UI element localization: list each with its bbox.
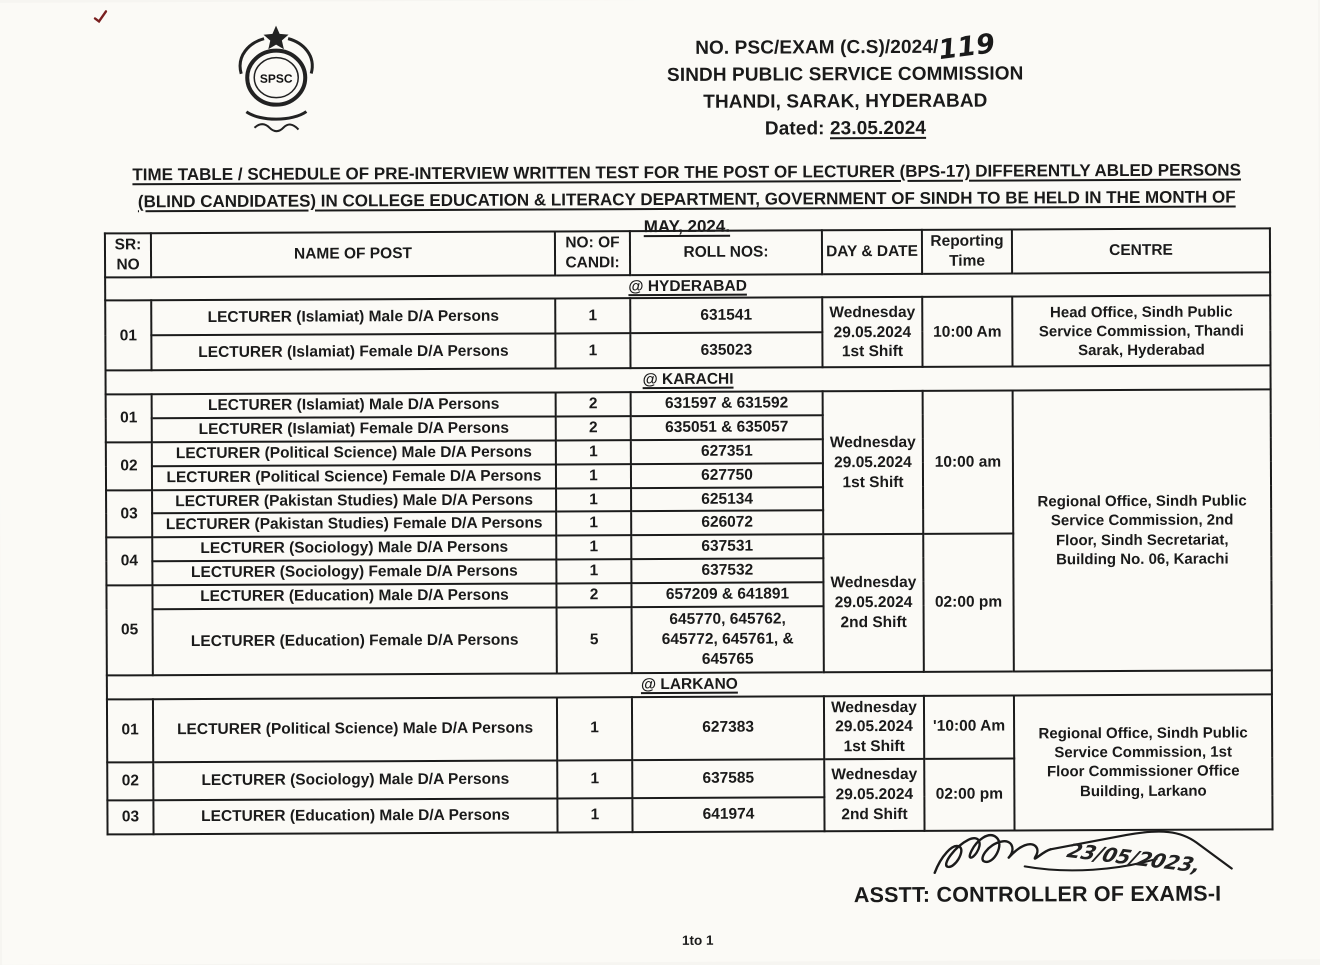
title-line-2: (BLIND CANDIDATES) IN COLLEGE EDUCATION & LITERACY DEPARTMENT, GOVERNMENT OF SINDH TO BE HELD IN THE MONTH OF: [137, 187, 1236, 212]
cell-candidates: 1: [557, 760, 632, 798]
cell-rolls: 637531: [631, 535, 823, 560]
cell-rolls: 625134: [631, 487, 823, 512]
cell-candidates: 2: [556, 392, 631, 416]
cell-post: LECTURER (Education) Male D/A Persons: [152, 583, 556, 609]
cell-post: LECTURER (Islamiat) Female D/A Persons: [152, 417, 556, 443]
page-number: 1to 1: [681, 932, 714, 948]
cell-post: LECTURER (Islamiat) Female D/A Persons: [151, 334, 555, 371]
cell-centre: Head Office, Sindh Public Service Commission, Thandi Sarak, Hyderabad: [1012, 296, 1270, 367]
cell-reporting-time: 10:00 Am: [922, 297, 1012, 367]
signatory-designation: ASSTT: CONTROLLER OF EXAMS-I: [853, 881, 1222, 908]
cell-candidates: 1: [557, 697, 632, 761]
cell-post: LECTURER (Education) Male D/A Persons: [153, 799, 557, 835]
col-header-centre: CENTRE: [1012, 228, 1270, 273]
cell-candidates: 1: [556, 440, 631, 464]
cell-candidates: 1: [556, 488, 631, 512]
table-row: [107, 694, 1272, 763]
scan-artifact-mark: [93, 8, 109, 24]
cell-candidates: 2: [556, 416, 631, 440]
cell-candidates: 1: [556, 559, 631, 583]
cell-rolls: 657209 & 641891: [631, 582, 823, 607]
cell-reporting-time: 10:00 am: [923, 391, 1014, 534]
org-address: THANDI, SARAK, HYDERABAD: [703, 90, 988, 113]
cell-day-date: Wednesday 29.05.2024 1st Shift: [822, 297, 922, 367]
cell-sr: 05: [106, 585, 152, 675]
cell-sr: 01: [106, 395, 152, 443]
cell-post: LECTURER (Sociology) Female D/A Persons: [152, 560, 556, 586]
cell-rolls: 626072: [631, 511, 823, 536]
reference-number-text: NO. PSC/EXAM (C.S)/2024/: [695, 36, 939, 59]
cell-day-date: Wednesday 29.05.2024 1st Shift: [823, 391, 924, 534]
cell-candidates: 1: [556, 512, 631, 536]
cell-sr: 04: [106, 537, 152, 585]
reference-number-handwritten: 119: [936, 28, 998, 67]
org-name: SINDH PUBLIC SERVICE COMMISSION: [666, 63, 1024, 86]
cell-centre: Regional Office, Sindh Public Service Commission, 2nd Floor, Sindh Secretariat, Building No. 06, Karachi: [1013, 390, 1272, 672]
cell-rolls: 631597 & 631592: [631, 392, 823, 417]
col-header-no-of-candidates: NO: OF CANDI:: [555, 231, 630, 275]
cell-rolls: 631541: [630, 298, 822, 334]
cell-rolls: 637532: [631, 558, 823, 583]
cell-sr: 02: [107, 762, 153, 800]
cell-post: LECTURER (Sociology) Male D/A Persons: [152, 536, 556, 562]
cell-day-date: Wednesday 29.05.2024 1st Shift: [824, 695, 924, 759]
handwritten-signature-date: 23/05/2023,: [1064, 838, 1205, 878]
col-header-reporting-time: Reporting Time: [922, 229, 1012, 273]
dated-line: [590, 114, 1100, 143]
section-label-larkano: @ LARKANO: [640, 675, 738, 693]
cell-rolls: 641974: [632, 797, 824, 832]
letterhead: [590, 30, 1100, 143]
cell-candidates: 1: [555, 334, 630, 369]
col-header-day-date: DAY & DATE: [822, 230, 922, 274]
cell-sr: 02: [106, 442, 152, 490]
title-line-3: MAY, 2024.: [643, 216, 731, 237]
reference-number-line: [590, 28, 1100, 67]
cell-post: LECTURER (Education) Female D/A Persons: [153, 607, 557, 675]
cell-sr: 03: [106, 490, 152, 538]
cell-sr: 01: [105, 301, 151, 371]
spsc-crest-logo: [226, 23, 326, 135]
cell-candidates: 2: [556, 583, 631, 607]
cell-post: LECTURER (Political Science) Male D/A Persons: [153, 697, 557, 762]
cell-rolls: 635051 & 635057: [631, 415, 823, 440]
logo-text: SPSC: [259, 71, 293, 86]
cell-post: LECTURER (Pakistan Studies) Male D/A Persons: [152, 488, 556, 514]
cell-candidates: 1: [556, 535, 631, 559]
cell-rolls: 645770, 645762, 645772, 645761, & 645765: [632, 606, 824, 673]
cell-post: LECTURER (Pakistan Studies) Female D/A Persons: [152, 512, 556, 538]
cell-candidates: 5: [557, 607, 632, 673]
cell-day-date: Wednesday 29.05.2024 2nd Shift: [824, 759, 924, 831]
cell-reporting-time: '10:00 Am: [924, 695, 1014, 759]
col-header-roll-nos: ROLL NOS:: [630, 230, 822, 274]
section-label-karachi: @ KARACHI: [642, 371, 734, 389]
cell-rolls: 627383: [632, 696, 824, 760]
cell-rolls: 635023: [630, 333, 822, 369]
cell-post: LECTURER (Islamiat) Male D/A Persons: [151, 299, 555, 336]
cell-candidates: 1: [557, 798, 632, 832]
cell-candidates: 1: [555, 299, 630, 334]
col-header-sr-no: SR: NO: [105, 233, 151, 277]
cell-post: LECTURER (Sociology) Male D/A Persons: [153, 761, 557, 801]
header-row: [105, 228, 1270, 277]
cell-candidates: 1: [556, 464, 631, 488]
cell-sr: 03: [107, 800, 153, 834]
cell-day-date: Wednesday 29.05.2024 2nd Shift: [823, 534, 924, 672]
cell-centre: Regional Office, Sindh Public Service Commission, 1st Floor Commissioner Office Building, Larkano: [1014, 694, 1273, 831]
cell-post: LECTURER (Political Science) Male D/A Persons: [152, 440, 556, 466]
schedule-table: [104, 227, 1274, 835]
dated-label: Dated:: [764, 118, 825, 140]
dated-value: 23.05.2024: [829, 117, 927, 140]
col-header-name-of-post: NAME OF POST: [151, 231, 555, 276]
cell-post: LECTURER (Political Science) Female D/A Persons: [152, 464, 556, 490]
cell-rolls: 627750: [631, 463, 823, 488]
title-line-1: TIME TABLE / SCHEDULE OF PRE-INTERVIEW WRITTEN TEST FOR THE POST OF LECTURER (BPS-17) DIFFERENTLY ABLED PERSONS: [132, 160, 1241, 185]
cell-sr: 01: [107, 699, 153, 763]
cell-rolls: 637585: [632, 759, 824, 798]
table-row: [105, 296, 1270, 336]
cell-rolls: 627351: [631, 439, 823, 464]
table-row: [106, 390, 1271, 419]
section-label-hyderabad: @ HYDERABAD: [628, 277, 747, 295]
cell-reporting-time: 02:00 pm: [923, 534, 1014, 672]
cell-post: LECTURER (Islamiat) Male D/A Persons: [152, 393, 556, 419]
cell-reporting-time: 02:00 pm: [924, 759, 1014, 831]
